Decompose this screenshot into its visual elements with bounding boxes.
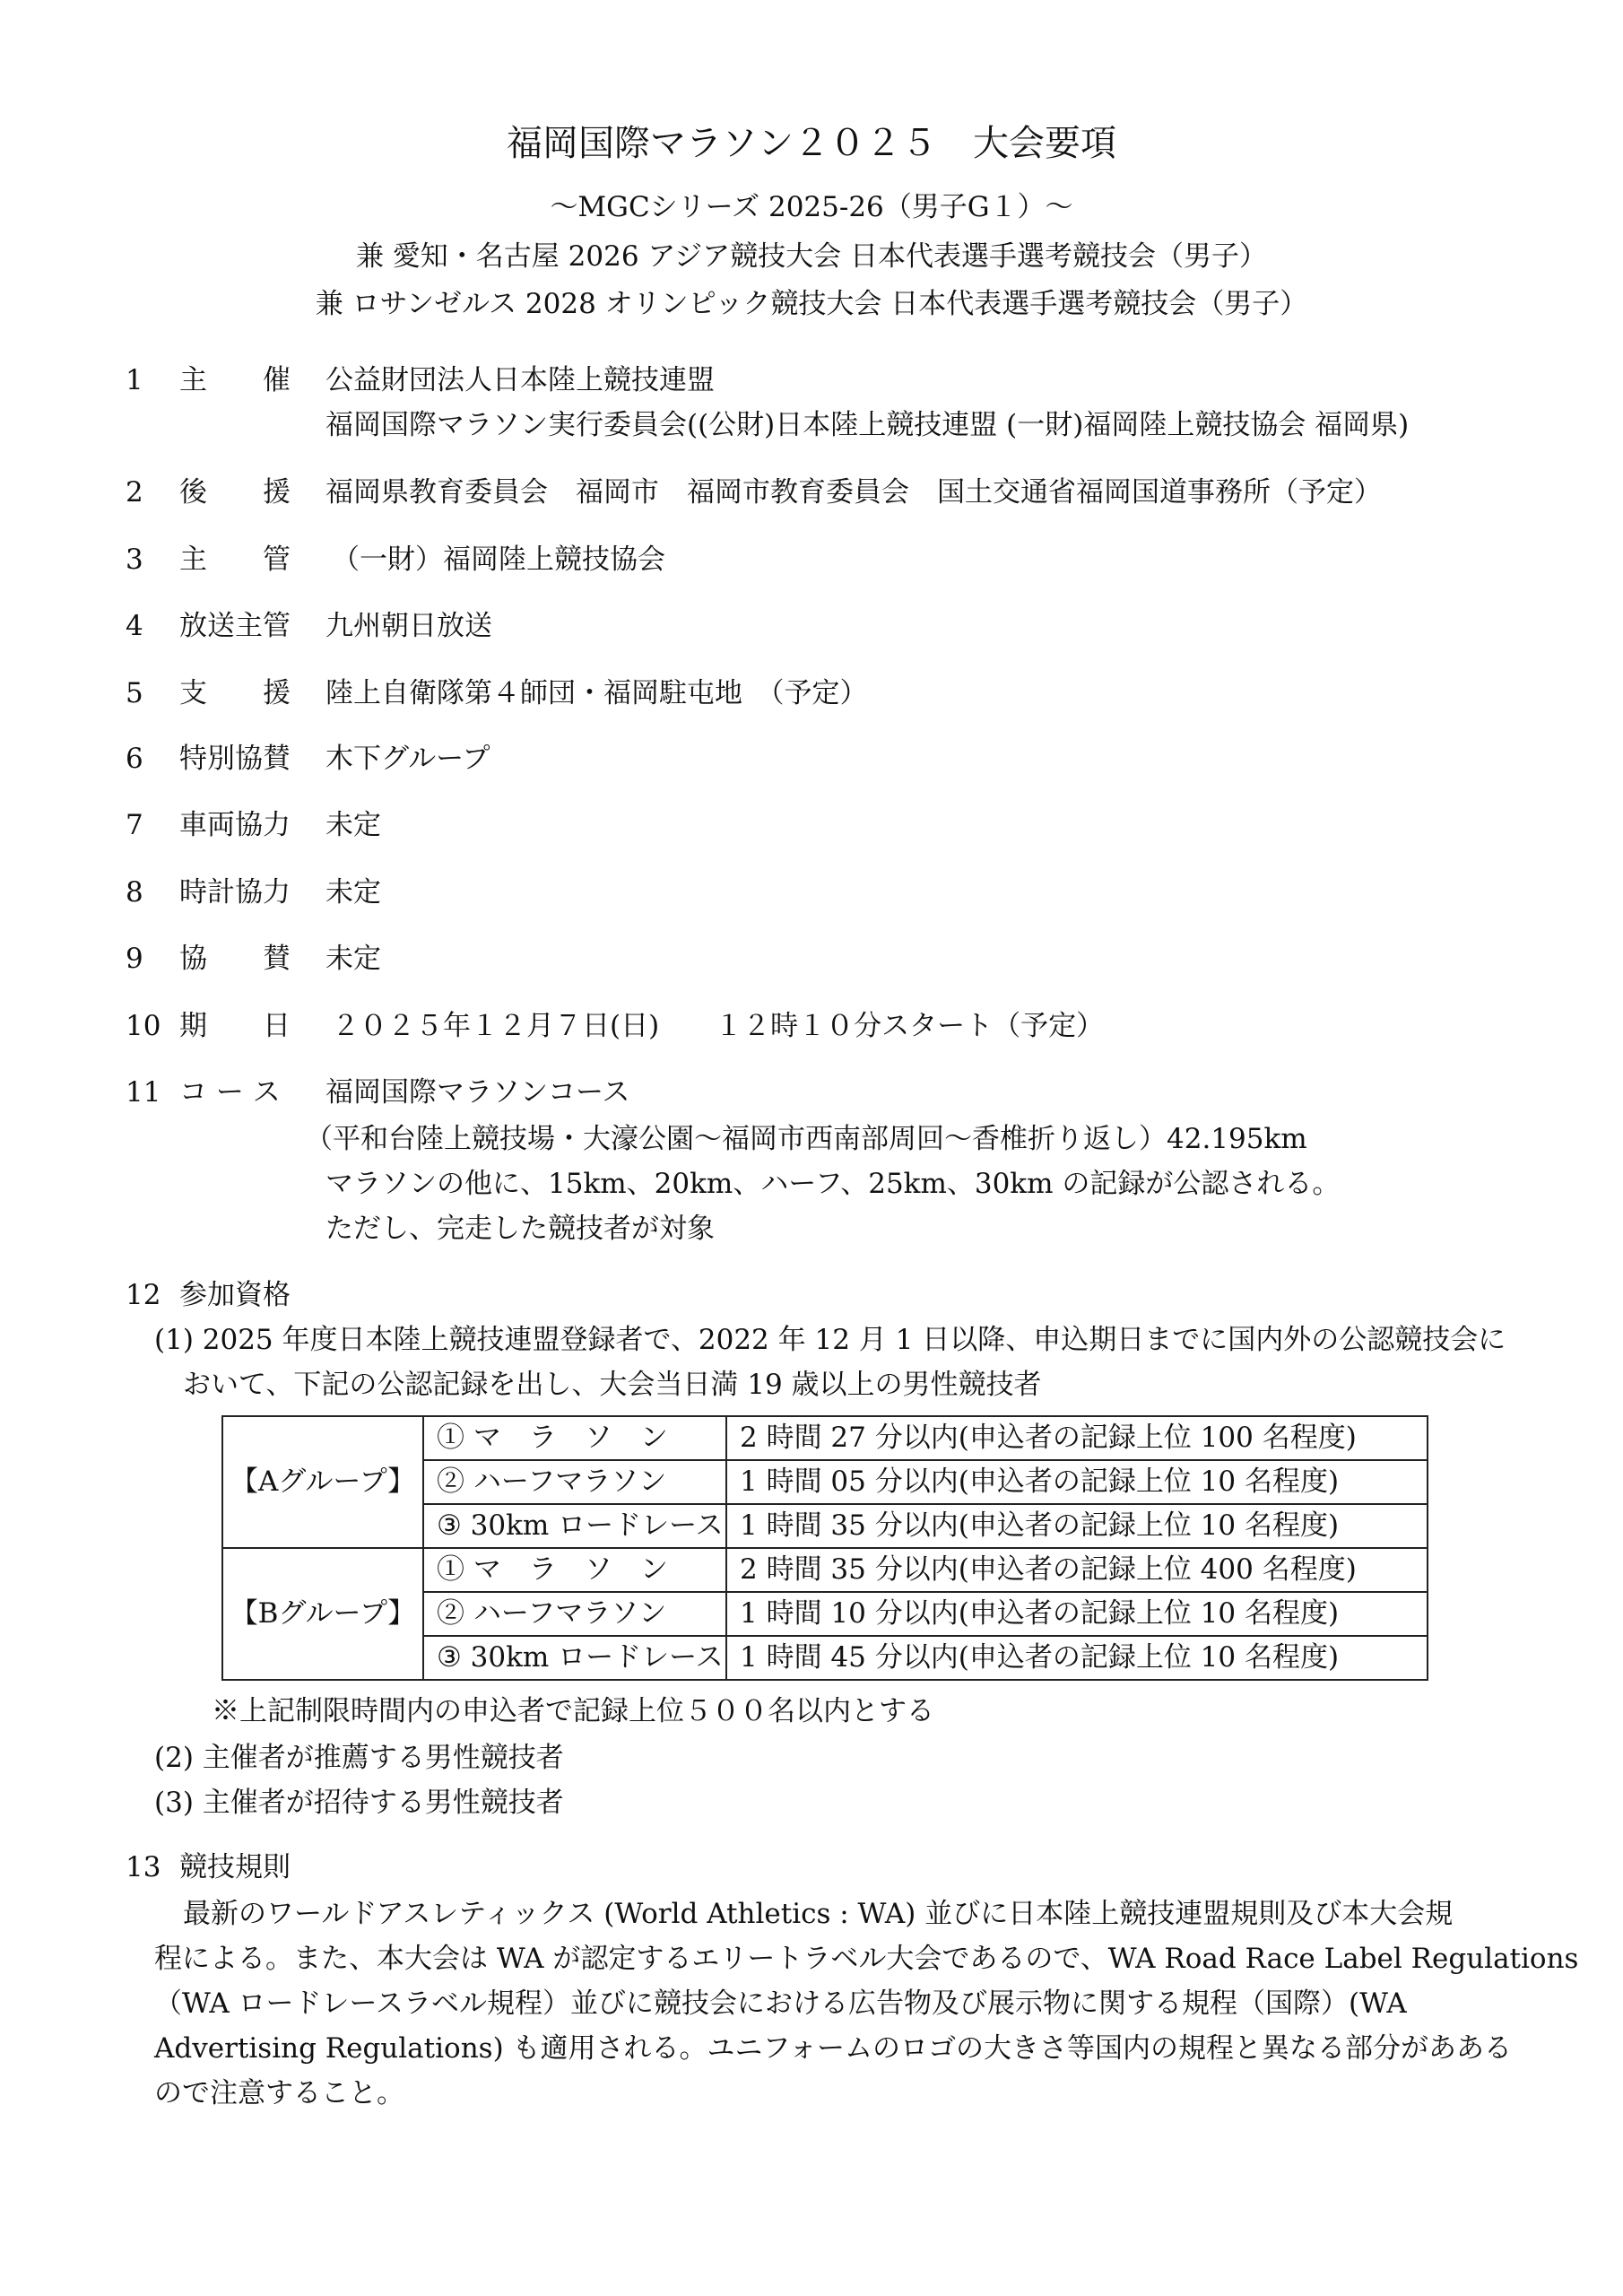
rules-line-1: 最新のワールドアスレティックス (World Athletics : WA) 並びに日本陸上競技連盟規則及び本大会規 <box>183 1898 1454 1930</box>
subtitle-asian-games: 兼 愛知・名古屋 2026 アジア競技大会 日本代表選手選考競技会（男子） <box>355 240 1268 273</box>
item-label: 車両協力 <box>179 809 291 841</box>
item-value: 未定 <box>325 943 381 975</box>
limit-cell: 1 時間 35 分以内(申込者の記録上位 10 名程度) <box>726 1504 1428 1548</box>
item-number: 3 <box>126 544 143 576</box>
limit-cell: 1 時間 05 分以内(申込者の記録上位 10 名程度) <box>726 1460 1428 1504</box>
rules-line-3: （WA ロードレースラベル規程）並びに競技会における広告物及び展示物に関する規程（国際）(WA <box>154 1987 1407 2020</box>
course-finisher-note: ただし、完走した競技者が対象 <box>325 1213 715 1245</box>
group-b-label: 【Bグループ】 <box>222 1548 423 1680</box>
section-number: 12 <box>126 1279 161 1311</box>
eligibility-clause-2: (2) 主催者が推薦する男性競技者 <box>154 1742 564 1774</box>
item-number: 6 <box>126 743 143 775</box>
item-number: 8 <box>126 876 143 909</box>
item-label: 時計協力 <box>179 876 291 909</box>
item-label: 特別協賛 <box>179 743 291 775</box>
item-value-continued: 福岡国際マラソン実行委員会((公財)日本陸上競技連盟 (一財)福岡陸上競技協会 福岡県) <box>325 409 1410 441</box>
page-title: 福岡国際マラソン２０２５ 大会要項 <box>507 123 1116 164</box>
event-cell: ① マ ラ ソ ン <box>423 1416 726 1460</box>
rules-line-2: 程による。また、本大会は WA が認定するエリートラベル大会であるので、WA Road Race Label Regulations <box>154 1943 1579 1975</box>
eligibility-clause-1-continued: おいて、下記の公認記録を出し、大会当日満 19 歳以上の男性競技者 <box>183 1369 1042 1401</box>
item-value: ２０２５年１２月７日(日) １２時１０分スタート（予定） <box>332 1010 1105 1042</box>
item-label: 後 援 <box>179 476 291 509</box>
event-cell: ① マ ラ ソ ン <box>423 1548 726 1592</box>
section-title: 競技規則 <box>179 1851 291 1883</box>
item-value: 公益財団法人日本陸上競技連盟 <box>325 364 715 396</box>
limit-cell: 2 時間 27 分以内(申込者の記録上位 100 名程度) <box>726 1416 1428 1460</box>
item-value: 未定 <box>325 809 381 841</box>
item-value: 木下グループ <box>325 743 490 775</box>
item-label: 主 催 <box>179 364 291 396</box>
item-number: 7 <box>126 809 143 841</box>
item-number: 4 <box>126 610 143 642</box>
item-label: 期 日 <box>179 1010 291 1042</box>
item-value: 福岡県教育委員会 福岡市 福岡市教育委員会 国土交通省福岡国道事務所（予定） <box>325 476 1382 509</box>
group-a-label: 【Aグループ】 <box>222 1416 423 1548</box>
course-certified-records: マラソンの他に、15km、20km、ハーフ、25km、30km の記録が公認される。 <box>325 1168 1341 1200</box>
item-label: 放送主管 <box>179 610 291 642</box>
item-number: 11 <box>126 1076 161 1109</box>
event-cell: ③ 30km ロードレース <box>423 1504 726 1548</box>
item-label: 協 賛 <box>179 943 291 975</box>
item-value: 福岡国際マラソンコース <box>325 1076 630 1109</box>
subtitle-series: ～MGCシリーズ 2025-26（男子G１）～ <box>550 191 1073 223</box>
table-footnote: ※上記制限時間内の申込者で記録上位５００名以内とする <box>212 1695 934 1727</box>
eligibility-clause-3: (3) 主催者が招待する男性競技者 <box>154 1787 564 1819</box>
section-number: 13 <box>126 1851 161 1883</box>
item-number: 1 <box>126 364 143 396</box>
item-number: 9 <box>126 943 143 975</box>
item-value: 未定 <box>325 876 381 909</box>
eligibility-clause-1: (1) 2025 年度日本陸上競技連盟登録者で、2022 年 12 月 1 日以降、申込期日までに国内外の公認競技会に <box>154 1324 1506 1356</box>
limit-cell: 1 時間 10 分以内(申込者の記録上位 10 名程度) <box>726 1592 1428 1636</box>
table-row <box>222 1548 1428 1592</box>
item-label: 主 管 <box>179 544 291 576</box>
event-cell: ② ハーフマラソン <box>423 1592 726 1636</box>
item-number: 10 <box>126 1010 161 1042</box>
section-title: 参加資格 <box>179 1279 291 1311</box>
item-number: 5 <box>126 677 143 709</box>
item-number: 2 <box>126 476 143 509</box>
course-route: （平和台陸上競技場・大濠公園～福岡市西南部周回～香椎折り返し）42.195km <box>305 1123 1307 1155</box>
item-label: 支 援 <box>179 677 291 709</box>
subtitle-olympics: 兼 ロサンゼルス 2028 オリンピック競技大会 日本代表選手選考競技会（男子） <box>315 288 1308 320</box>
event-cell: ③ 30km ロードレース <box>423 1636 726 1680</box>
rules-line-4: Advertising Regulations) も適用される。ユニフォームのロゴの大きさ等国内の規程と異なる部分があある <box>154 2032 1512 2065</box>
item-value: 九州朝日放送 <box>325 610 492 642</box>
limit-cell: 1 時間 45 分以内(申込者の記録上位 10 名程度) <box>726 1636 1428 1680</box>
limit-cell: 2 時間 35 分以内(申込者の記録上位 400 名程度) <box>726 1548 1428 1592</box>
table-row <box>222 1416 1428 1460</box>
rules-line-5: ので注意すること。 <box>154 2077 404 2109</box>
item-label: コ ー ス <box>179 1076 281 1109</box>
qualification-table <box>221 1415 1428 1681</box>
item-value: 陸上自衛隊第４師団・福岡駐屯地 （予定） <box>325 677 868 709</box>
item-value: （一財）福岡陸上競技協会 <box>332 544 665 576</box>
event-cell: ② ハーフマラソン <box>423 1460 726 1504</box>
